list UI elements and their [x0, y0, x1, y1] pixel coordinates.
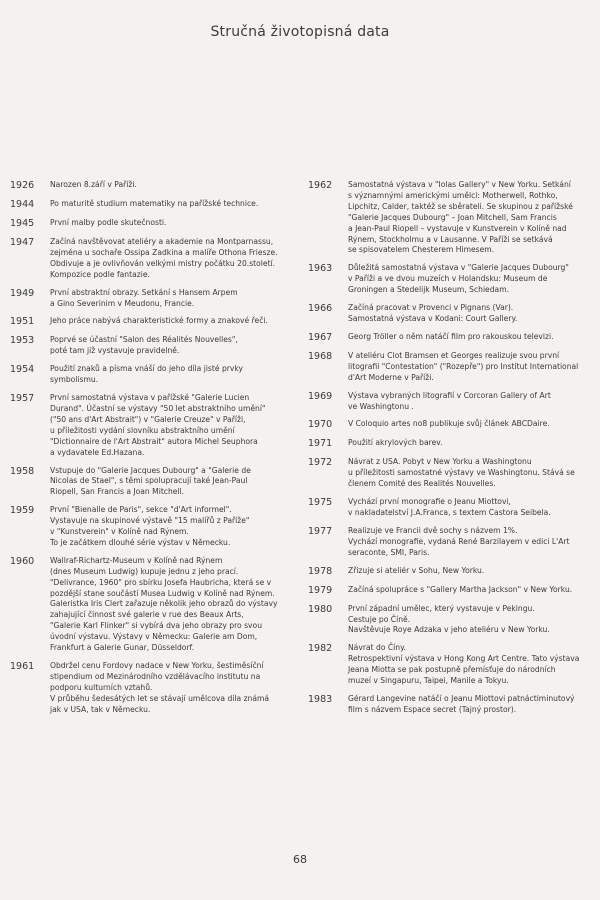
entry-year: 1969 — [308, 390, 333, 402]
entry-text-line: v Paříži a ve dvou muzeích v Holandsku: Museum de — [348, 274, 548, 284]
entry-text-line: s významnými americkými umělci: Motherwell, Rothko, — [348, 190, 558, 200]
page-title: Stručná životopisná data — [210, 24, 390, 40]
timeline-entry — [308, 419, 560, 431]
entry-text-line: První západní umělec, který vystavuje v Pekingu. — [348, 603, 535, 613]
entry-text-line: stipendium od Mezinárodního vzdělávacího institutu na — [50, 671, 261, 681]
entry-text-line: Kompozice podle fantazie. — [50, 269, 150, 279]
timeline-entry — [10, 180, 262, 192]
timeline-entry — [10, 237, 278, 281]
entry-text-line: Wallraf-Richartz-Museum v Kolíně nad Rýnem — [50, 555, 223, 565]
entry-text-line: Retrospektivní výstava v Hong Kong Art Centre. Tato výstava — [348, 654, 580, 664]
entry-text-line: Riopell, San Francis a Joan Mitchell. — [50, 487, 185, 497]
entry-text — [50, 661, 269, 716]
entry-text-line: podporu kulturních vztahů. — [50, 682, 153, 692]
timeline-entry — [308, 525, 570, 559]
entry-text-line: První abstraktní obrazy. Setkání s Hansem Arpem — [50, 287, 238, 297]
entry-year: 1945 — [10, 218, 35, 229]
entry-year: 1977 — [308, 525, 333, 537]
entry-text — [348, 263, 569, 296]
entry-text-line: Navštěvuje Roye Adzaka v jeho ateliéru v New Yorku. — [348, 625, 550, 635]
entry-year: 1960 — [10, 555, 35, 567]
entry-text-line: zejména u sochaře Ossipa Zadkina a malíře Othona Friesze. — [50, 247, 278, 257]
entry-text-line: Samostatná výstava v "Iolas Gallery" v New Yorku. Setkání — [348, 180, 571, 189]
entry-text — [348, 332, 560, 344]
timeline-entry — [10, 316, 268, 328]
entry-text-line: a Jean-Paul Riopell – vystavuje v Kunstverein v Kolíně nad — [348, 223, 567, 233]
entry-year: 1983 — [308, 694, 333, 705]
entry-text-line: členem Comité des Realités Nouvelles. — [348, 479, 496, 489]
entry-text-line: muzeí v Singapuru, Taipei, Manile a Tokyu. — [348, 676, 509, 686]
entry-text-line: úvodní výstavu. Výstavy v Německu: Galerie am Dom, — [50, 632, 258, 642]
entry-text-line: Poprvé se účastní "Salon des Réalités Nouvelles", — [50, 335, 238, 345]
timeline-entry — [308, 694, 575, 716]
entry-text-line: se spisovatelem Chesterem Himesem. — [348, 245, 495, 255]
entry-text-line: Návrat do Číny. — [348, 643, 406, 653]
entry-text — [50, 393, 265, 458]
entry-text-line: Začíná navštěvovat ateliéry a akademie na Montparnassu, — [50, 237, 274, 246]
entry-text — [50, 316, 268, 328]
entry-text-line: "Galerie Karl Flinker" si vybírá dva jeho obrazy pro svou — [50, 621, 263, 631]
entry-text-line: a vydavatele Ed.Hazana. — [50, 447, 145, 457]
entry-text-line: Gérard Langevine natáčí o Jeanu Miottovi patnáctiminutový — [348, 694, 575, 703]
entry-text-line: a Gino Severinim v Meudonu, Francie. — [50, 298, 195, 308]
entry-text-line: To je začátkem dlouhé série výstav v Německu. — [50, 537, 231, 547]
entry-text-line: film s názvem Espace secret (Tajný prostor). — [348, 704, 517, 714]
page-number: 68 — [293, 853, 307, 866]
entry-text-line: Použití znaků a písma vnáší do jeho díla jisté prvky — [50, 364, 244, 374]
entry-text-line: seraconte, SMI, Paris. — [348, 547, 430, 557]
entry-year: 1966 — [308, 303, 333, 315]
entry-text — [50, 218, 262, 230]
entry-year: 1947 — [10, 237, 35, 248]
entry-text-line: Frankfurt a Galerie Gunar, Düsseldorf. — [50, 643, 195, 653]
entry-text-line: Vystavuje na skupinové výstavě "15 malířů z Paříže" — [50, 516, 250, 526]
entry-text — [348, 585, 572, 597]
entry-text-line: "Dictionnaire de l'Art Abstrait" autora Michel Seuphora — [50, 436, 258, 446]
entry-text-line: Realizuje ve Francii dvě sochy s názvem 1%. — [348, 525, 518, 535]
entry-year: 1975 — [308, 497, 333, 509]
entry-year: 1961 — [10, 661, 35, 672]
entry-text — [50, 237, 278, 281]
entry-text-line: v nakladatelství J.A.Franca, s textem Castora Seibela. — [348, 508, 551, 518]
entry-text — [348, 438, 560, 450]
timeline-entry — [10, 661, 270, 716]
entry-text-line: symbolismu. — [50, 375, 99, 385]
entry-text-line: Zřizuje si ateliér v Sohu, New Yorku. — [348, 565, 485, 575]
entry-text-line: Vstupuje do "Galerie Jacques Dubourg" a "Galerie de — [50, 465, 251, 475]
entry-year: 1951 — [10, 316, 35, 328]
timeline-entry — [308, 180, 573, 256]
entry-text — [50, 288, 262, 310]
entry-text — [348, 457, 575, 490]
timeline-entry — [308, 350, 579, 384]
entry-text — [348, 391, 560, 413]
timeline-entry — [10, 199, 262, 211]
entry-text-line: Obdržel cenu Fordovy nadace v New Yorku, šestiměsíční — [50, 661, 264, 670]
timeline-entry — [10, 218, 262, 230]
entry-text-line: Vychází monografie, vydaná René Barzilayem v edici L'Art — [348, 536, 570, 546]
timeline-entry — [308, 438, 560, 450]
entry-text-line: Začíná spolupráce s "Gallery Martha Jackson" v New Yorku. — [348, 584, 573, 594]
entry-year: 1926 — [10, 180, 35, 191]
entry-text-line: Návrat z USA. Pobyt v New Yorku a Washingtonu — [348, 457, 532, 467]
entry-year: 1949 — [10, 287, 35, 299]
entry-text-line: v "Kunstverein" v Kolíně nad Rýnem. — [50, 527, 189, 537]
entry-text-line: pozdější stane součástí Musea Ludwig v Kolíně nad Rýnem. — [50, 588, 275, 598]
entry-text — [50, 199, 262, 211]
entry-year: 1967 — [308, 331, 333, 343]
entry-year: 1944 — [10, 199, 35, 210]
entry-text-line: jak v USA, tak v Německu. — [50, 704, 151, 714]
timeline-entry — [308, 457, 575, 490]
right-timeline-column — [308, 180, 580, 723]
entry-text-line: "Galerie Jacques Dubourg" – Joan Mitchell, Sam Francis — [348, 212, 557, 222]
entry-text-line: Obdivuje a je ovlivňován velkými mistry počátku 20.století. — [50, 258, 276, 268]
entry-text-line: V Coloquio artes no8 publikuje svůj článek ABCDaire. — [348, 419, 550, 429]
entry-text-line: "Delivrance, 1960" pro sbírku Josefa Haubricha, která se v — [50, 577, 272, 587]
entry-text-line: První malby podle skutečnosti. — [50, 218, 167, 227]
timeline-entry — [10, 555, 278, 654]
entry-text-line: d'Art Moderne v Paříži. — [348, 372, 434, 382]
entry-text-line: První samostatná výstava v pařížské "Galerie Lucien — [50, 393, 250, 403]
entry-text-line: ve Washingtonu . — [348, 401, 414, 411]
column-divider — [296, 178, 297, 858]
timeline-entry — [10, 505, 262, 549]
entry-text-line: Po maturitě studium matematiky na pařížské technice. — [50, 199, 259, 208]
entry-year: 1968 — [308, 350, 333, 362]
entry-year: 1958 — [10, 465, 35, 477]
entry-text — [50, 364, 262, 386]
entry-text — [348, 643, 579, 687]
entry-text-line: Důležitá samostatná výstava v "Galerie Jacques Dubourg" — [348, 263, 569, 273]
timeline-entry — [308, 263, 569, 296]
timeline-entry — [10, 288, 262, 310]
entry-text — [348, 303, 560, 325]
entry-text-line: (dnes Museum Ludwig) kupuje jednu z jeho prací. — [50, 566, 239, 576]
entry-text — [348, 497, 560, 519]
timeline-entry — [308, 566, 560, 578]
entry-text — [348, 566, 560, 578]
timeline-entry — [308, 497, 560, 519]
entry-text-line: zahajující činnost své galerie v rue des Beaux Arts, — [50, 610, 244, 620]
timeline-entry — [308, 303, 560, 325]
entry-text-line: ("50 ans d'Art Abstrait") v "Galerie Creuze" v Paříži, — [50, 414, 246, 424]
entry-year: 1978 — [308, 565, 333, 577]
entry-text — [348, 419, 560, 431]
entry-text — [348, 694, 575, 716]
entry-text-line: Durand". Účastní se výstavy "50 let abstraktního umění" — [50, 403, 266, 413]
entry-year: 1962 — [308, 180, 333, 191]
timeline-entry — [10, 393, 266, 458]
timeline-entry — [308, 584, 573, 597]
entry-text-line: Nicolas de Stael", s těmi spolupracují také Jean-Paul — [50, 476, 248, 486]
entry-text-line: V průběhu šedesátých let se stávají umělcova díla známá — [50, 693, 270, 703]
entry-year: 1982 — [308, 643, 333, 655]
entry-text-line: První "Bienalle de Paris", sekce "d'Art informel". — [50, 505, 232, 515]
timeline-entry — [308, 332, 560, 344]
timeline-entry — [10, 364, 262, 386]
entry-year: 1963 — [308, 263, 333, 275]
entry-year: 1959 — [10, 505, 35, 517]
timeline-entry — [308, 604, 560, 637]
entry-year: 1970 — [308, 419, 333, 431]
entry-text-line: Lipchitz, Calder, taktéž se sběrateli. Se skupinou z pařížské — [348, 201, 573, 211]
entry-text-line: Georg Tröller o něm natáčí film pro rakouskou televizi. — [348, 331, 554, 341]
entry-text — [50, 556, 278, 654]
entry-text-line: Vychází první monografie o Jeanu Miottovi, — [348, 497, 511, 507]
entry-text-line: poté tam již vystavuje pravidelně. — [50, 346, 180, 356]
left-timeline-column — [10, 180, 278, 723]
entry-text-line: Použití akrylových barev. — [348, 438, 443, 448]
entry-text-line: Výstava vybraných litografií v Corcoran Gallery of Art — [348, 390, 551, 400]
entry-year: 1954 — [10, 364, 35, 376]
entry-year: 1971 — [308, 438, 333, 450]
entry-text-line: litografii "Contestation" ("Rozepře") pro Institut International — [348, 361, 579, 371]
entry-text — [50, 335, 262, 357]
entry-text-line: Začíná pracovat v Provenci v Pignans (Var). — [348, 303, 514, 313]
entry-text — [348, 604, 560, 637]
entry-text — [50, 180, 262, 192]
timeline-entry — [10, 466, 262, 499]
timeline-entry — [10, 335, 262, 357]
entry-text-line: Cestuje po Číně. — [348, 614, 411, 624]
entry-text-line: Jeana Miotta se pak postupně přemísťuje do národních — [348, 665, 556, 675]
entry-text — [50, 466, 262, 499]
entry-text-line: V ateliéru Clot Bramsen et Georges realizuje svou první — [348, 350, 560, 360]
entry-text — [348, 526, 570, 559]
timeline-entry — [308, 391, 560, 413]
entry-text-line: Groningen a Stedelijk Museum, Schiedam. — [348, 285, 510, 295]
entry-year: 1957 — [10, 393, 35, 405]
entry-year: 1972 — [308, 457, 333, 469]
entry-text-line: Galeristka Iris Clert zařazuje několik jeho obrazů do výstavy — [50, 599, 278, 609]
entry-text-line: Rýnem, Stockholmu a v Lausanne. V Paříži se setkává — [348, 234, 553, 244]
entry-text — [50, 505, 262, 549]
entry-text — [348, 180, 573, 256]
entry-text-line: Jeho práce nabývá charakteristické formy a znakové řeči. — [50, 316, 268, 326]
entry-text-line: u příležitosti vydání slovníku abstraktního umění — [50, 425, 235, 435]
entry-text — [348, 351, 578, 384]
entry-text-line: u příležitosti samostatné výstavy ve Washingtonu. Stává se — [348, 468, 575, 478]
entry-text-line: Samostatná výstava v Kodani: Court Gallery. — [348, 313, 518, 323]
entry-text-line: Narozen 8.září v Paříži. — [50, 180, 137, 189]
timeline-entry — [308, 643, 580, 687]
entry-year: 1979 — [308, 584, 333, 596]
entry-year: 1953 — [10, 335, 35, 347]
entry-year: 1980 — [308, 603, 333, 615]
